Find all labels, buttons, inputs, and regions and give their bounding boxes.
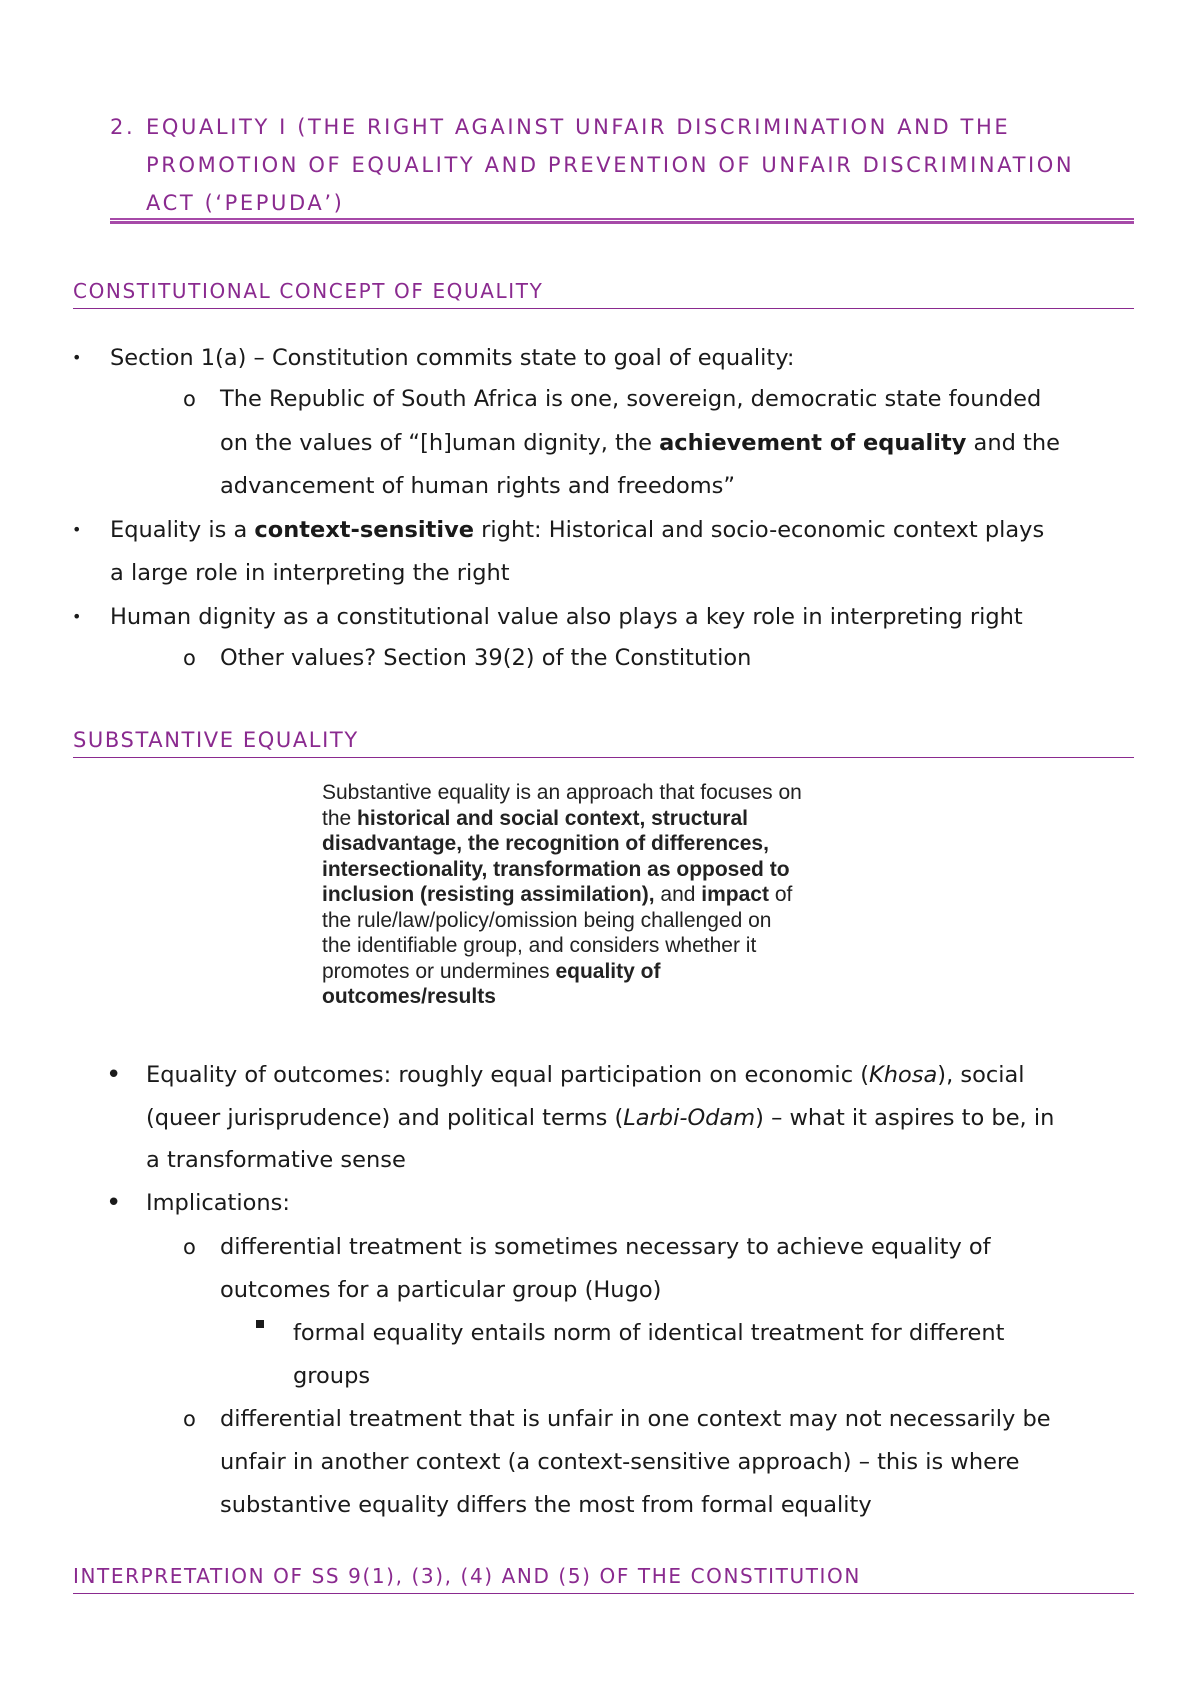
list-item-continued: unfair in another context (a context-sensitive approach) – this is where	[220, 1449, 1020, 1475]
bullet-icon: •	[106, 1060, 122, 1090]
circle-bullet-icon: o	[183, 1407, 196, 1431]
title-line-2: PROMOTION OF EQUALITY AND PREVENTION OF UNFAIR DISCRIMINATION	[146, 153, 1075, 177]
bullet-icon: •	[106, 1188, 122, 1218]
title-divider	[110, 218, 1134, 224]
list-item: formal equality entails norm of identical treatment for different	[293, 1320, 1005, 1346]
circle-bullet-icon: o	[183, 1235, 196, 1259]
list-item-continued: a large role in interpreting the right	[110, 560, 510, 586]
title-line-3: ACT (‘PEPUDA’)	[146, 191, 345, 215]
list-item: The Republic of South Africa is one, sovereign, democratic state founded	[220, 386, 1042, 412]
title-line-1: EQUALITY I (THE RIGHT AGAINST UNFAIR DISCRIMINATION AND THE	[146, 115, 1011, 139]
list-item-continued: a transformative sense	[146, 1147, 406, 1173]
list-item-continued: substantive equality differs the most from formal equality	[220, 1492, 872, 1518]
list-item: Section 1(a) – Constitution commits state to goal of equality:	[110, 345, 795, 371]
bullet-icon: •	[72, 520, 82, 539]
list-item: Equality of outcomes: roughly equal participation on economic (Khosa), social	[146, 1062, 1025, 1088]
circle-bullet-icon: o	[183, 387, 196, 411]
list-item: differential treatment is sometimes necessary to achieve equality of	[220, 1234, 991, 1260]
list-item-continued: groups	[293, 1363, 371, 1389]
document-title	[110, 108, 1134, 222]
list-item: Human dignity as a constitutional value also plays a key role in interpreting right	[110, 604, 1023, 630]
list-item-continued: outcomes for a particular group (Hugo)	[220, 1277, 662, 1303]
section-heading-constitutional-concept: CONSTITUTIONAL CONCEPT OF EQUALITY	[73, 278, 1134, 309]
list-item: Equality is a context-sensitive right: Historical and socio-economic context plays	[110, 517, 1045, 543]
title-number: 2.	[110, 115, 136, 139]
bullet-icon: •	[72, 348, 82, 367]
list-item: Other values? Section 39(2) of the Constitution	[220, 645, 752, 671]
list-item-continued: advancement of human rights and freedoms”	[220, 473, 736, 499]
list-item-continued: on the values of “[h]uman dignity, the achievement of equality and the	[220, 430, 1060, 456]
list-item-continued: (queer jurisprudence) and political terms (Larbi-Odam) – what it aspires to be, in	[146, 1105, 1055, 1131]
section-heading-substantive-equality: SUBSTANTIVE EQUALITY	[73, 727, 1134, 758]
square-bullet-icon	[256, 1320, 264, 1328]
list-item: differential treatment that is unfair in one context may not necessarily be	[220, 1406, 1051, 1432]
section-heading-interpretation: INTERPRETATION OF SS 9(1), (3), (4) AND (5) OF THE CONSTITUTION	[73, 1563, 1134, 1594]
definition-callout: Substantive equality is an approach that focuses on the historical and social context, structural disadvantage, the recognition of differences, intersectionality, transformation as opposed to inclusion (resisting assimilation), and impact of the rule/law/policy/omission being challenged on the identifiable group, and considers whether it promotes or undermines equality of outcomes/results	[322, 781, 802, 1008]
list-item: Implications:	[146, 1190, 290, 1216]
bullet-icon: •	[72, 607, 82, 626]
circle-bullet-icon: o	[183, 646, 196, 670]
